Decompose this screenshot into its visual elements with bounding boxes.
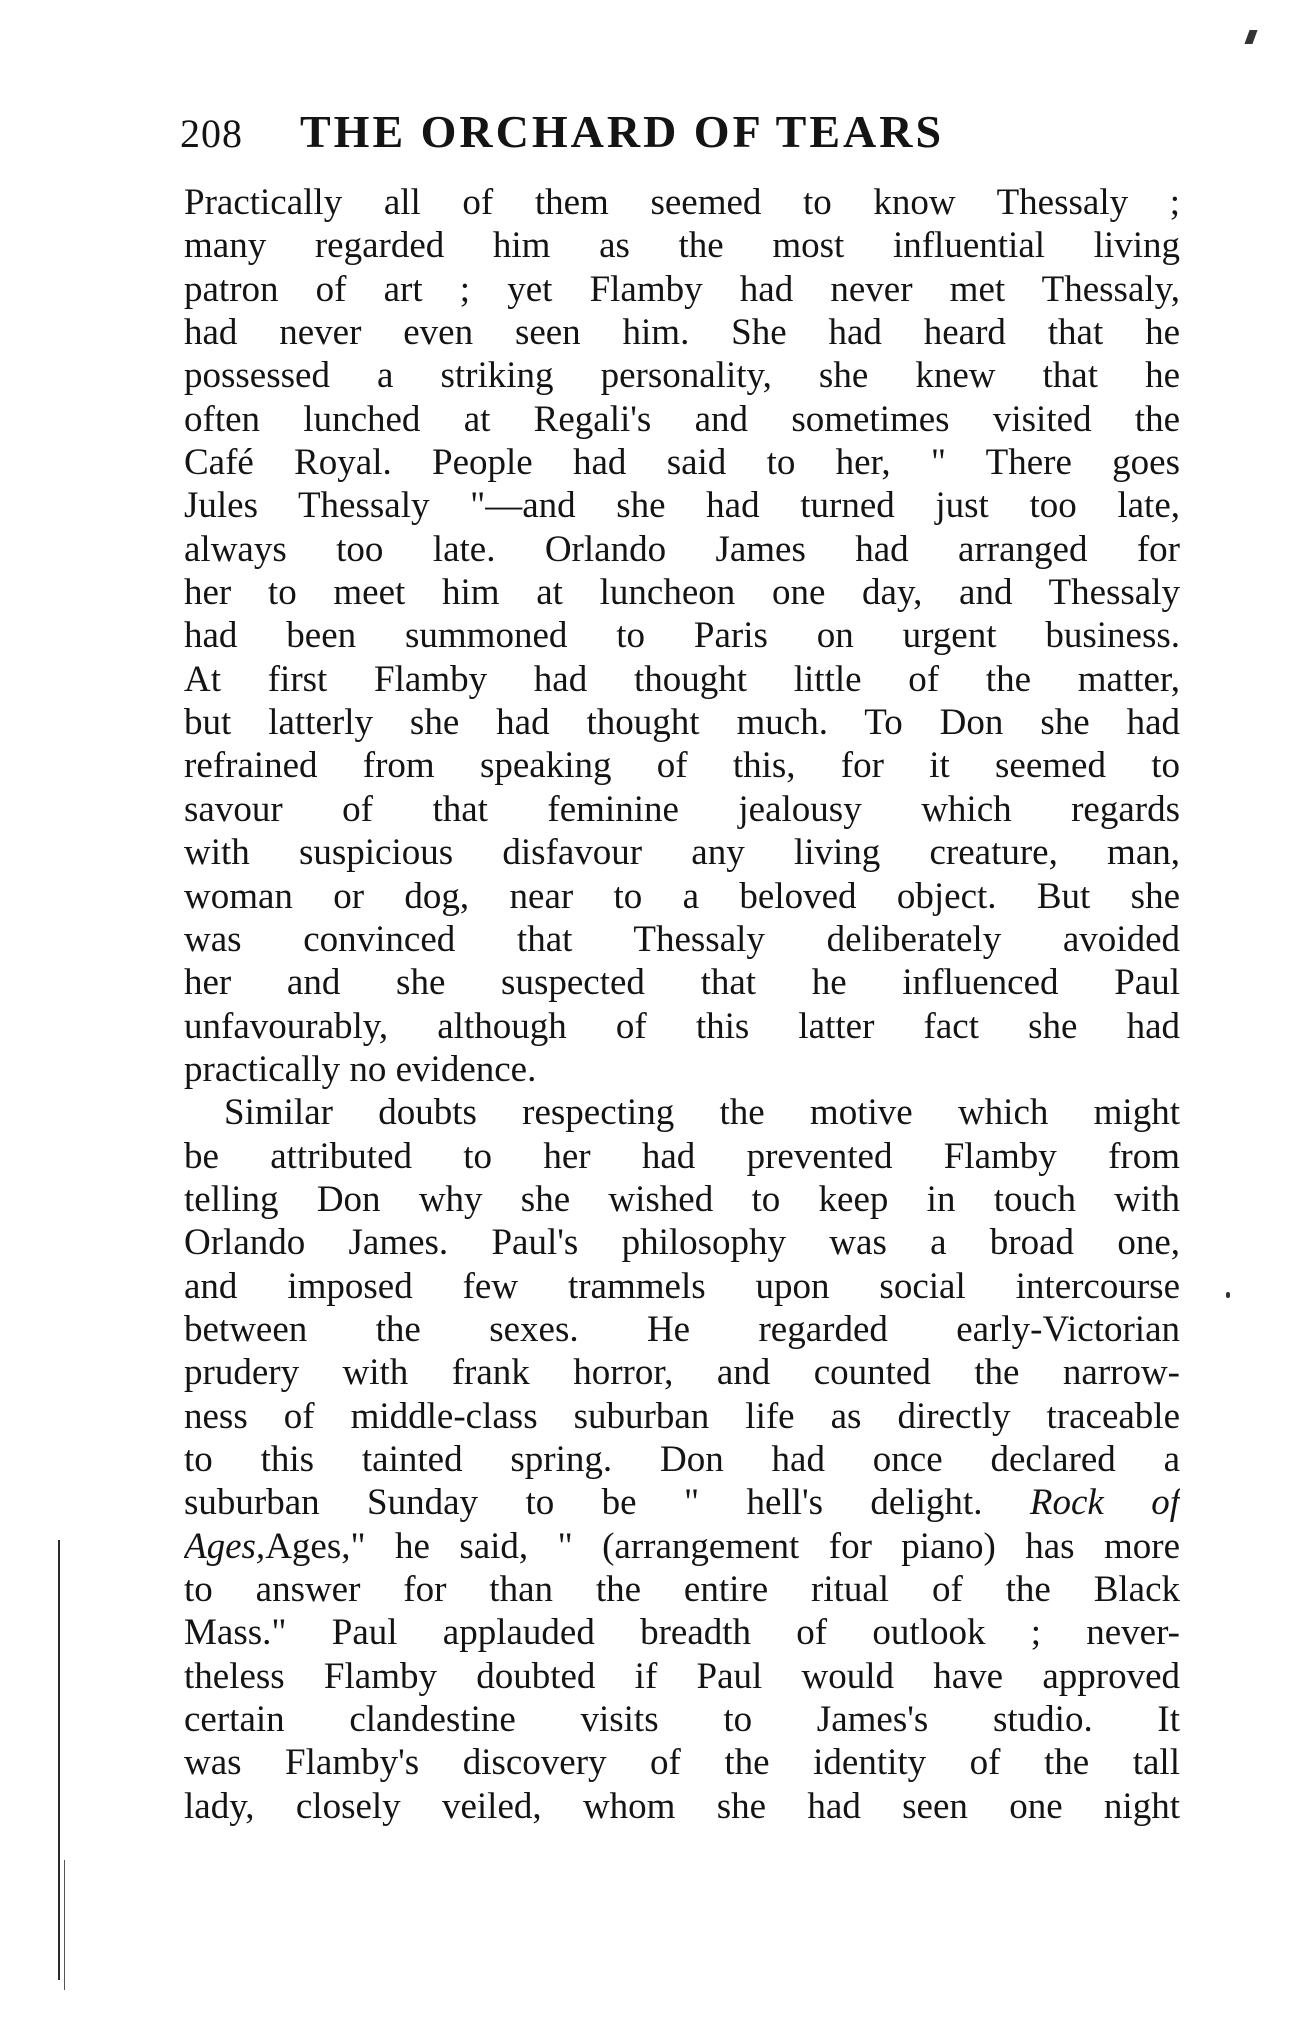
text-line: between the sexes. He regarded early-Victorian [184,1308,1180,1350]
text-line: refrained from speaking of this, for it seemed to [184,745,1180,787]
text-line: be attributed to her had prevented Flamby from [184,1135,1180,1177]
text-line: and imposed few trammels upon social intercourse [184,1265,1180,1307]
text-line: telling Don why she wished to keep in touch with [184,1178,1180,1220]
text-line: to this tainted spring. Don had once declared a [184,1438,1180,1480]
paragraph-start-line: Similar doubts respecting the motive which might [224,1092,1180,1134]
text-line: prudery with frank horror, and counted the narrow- [184,1352,1180,1394]
text-line: her and she suspected that he influenced Paul [184,962,1180,1004]
text-line: Mass." Paul applauded breadth of outlook ; never- [184,1612,1180,1654]
page-number: 208 [180,111,243,156]
italic-title: Ages, [184,1525,266,1567]
text-line: her to meet him at luncheon one day, and Thessaly [184,572,1180,614]
text-line: was Flamby's discovery of the identity of the tall [184,1742,1180,1784]
text-line: patron of art ; yet Flamby had never met Thessaly, [184,268,1180,310]
text-line: unfavourably, although of this latter fact she had [184,1005,1180,1047]
margin-mark [1226,1292,1230,1298]
text-line: often lunched at Regali's and sometimes visited the [184,398,1180,440]
text-line: was convinced that Thessaly deliberately avoided [184,918,1180,960]
text-line: practically no evidence. [184,1048,537,1090]
corner-mark [1244,30,1257,44]
text-line-with-italic [184,1481,1180,1524]
text-line: Orlando James. Paul's philosophy was a broad one, [184,1222,1180,1264]
gutter-rule-thin [64,1860,65,1990]
text-line-with-italic [184,1525,1180,1568]
running-title: THE ORCHARD OF TEARS [300,106,945,157]
text-line: Café Royal. People had said to her, " There goes [184,442,1180,484]
text-line: ness of middle-class suburban life as directly traceable [184,1395,1180,1437]
text-line: woman or dog, near to a beloved object. But she [184,875,1180,917]
body-text [184,181,1180,1828]
text-line: had been summoned to Paris on urgent business. [184,615,1180,657]
gutter-rule [58,1540,60,1980]
text-segment: Ages," he said, " (arrangement for piano) has more [265,1525,1180,1567]
italic-title: Rock of [1029,1482,1180,1524]
text-line: to answer for than the entire ritual of the Black [184,1569,1180,1610]
text-line: lady, closely veiled, whom she had seen one night [184,1785,1180,1827]
text-line: always too late. Orlando James had arranged for [184,528,1180,570]
text-line: savour of that feminine jealousy which regards [184,788,1180,830]
text-line: At first Flamby had thought little of the matter, [184,658,1180,700]
text-line: many regarded him as the most influential living [184,225,1180,267]
text-line: certain clandestine visits to James's studio. It [184,1699,1180,1741]
text-segment: suburban Sunday to be " hell's delight. [184,1482,1030,1524]
text-line: but latterly she had thought much. To Don she had [184,702,1180,744]
text-line: possessed a striking personality, she knew that he [184,355,1180,397]
text-line: theless Flamby doubted if Paul would have approved [184,1655,1180,1697]
text-line: Jules Thessaly "—and she had turned just too late, [184,485,1180,527]
text-line: Practically all of them seemed to know Thessaly ; [184,182,1180,223]
text-line: had never even seen him. She had heard that he [184,312,1180,354]
text-line: with suspicious disfavour any living creature, man, [184,832,1180,874]
page-header [180,102,1180,162]
